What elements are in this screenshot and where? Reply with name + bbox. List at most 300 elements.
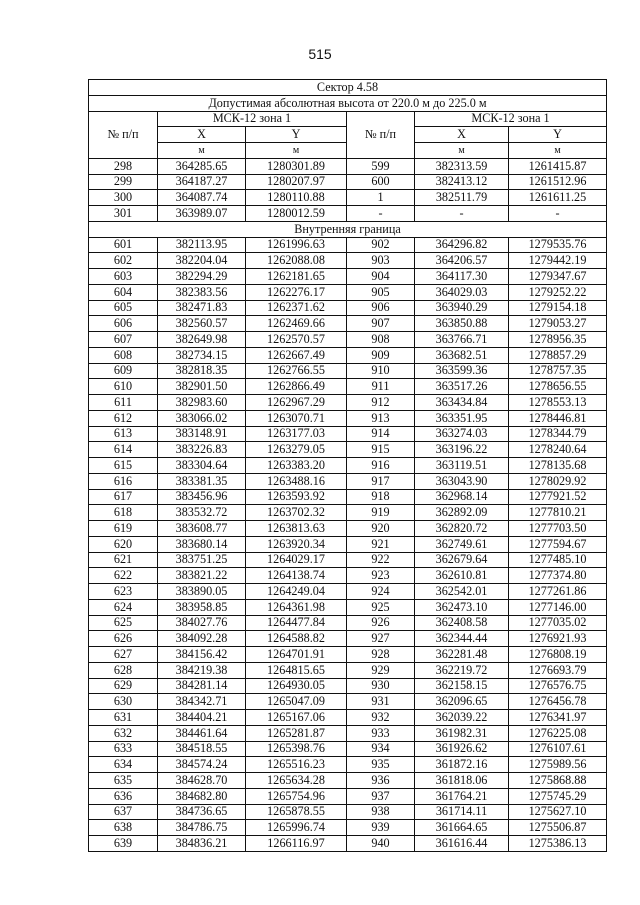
cell-y-right: 1277146.00 xyxy=(509,599,607,615)
cell-y-left: 1264701.91 xyxy=(246,647,347,663)
table-row xyxy=(89,788,607,804)
cell-x-right: 363850.88 xyxy=(415,316,509,332)
cell-x-left: 384736.65 xyxy=(158,804,246,820)
cell-y-left: 1265047.09 xyxy=(246,694,347,710)
cell-y-left: 1262766.55 xyxy=(246,363,347,379)
cell-y-right: 1277035.02 xyxy=(509,615,607,631)
cell-point-number-left: 606 xyxy=(89,316,158,332)
cell-point-number-left: 629 xyxy=(89,678,158,694)
cell-y-left: 1265167.06 xyxy=(246,710,347,726)
cell-x-left: 383381.35 xyxy=(158,473,246,489)
cell-point-number-left: 632 xyxy=(89,725,158,741)
cell-point-number-right: 917 xyxy=(347,473,415,489)
cell-y-left: 1266116.97 xyxy=(246,836,347,852)
cell-y-left: 1263813.63 xyxy=(246,521,347,537)
cell-x-right: 363274.03 xyxy=(415,426,509,442)
cell-point-number-left: 613 xyxy=(89,426,158,442)
table-row xyxy=(89,410,607,426)
cell-x-right: 361764.21 xyxy=(415,788,509,804)
table-row xyxy=(89,269,607,285)
cell-point-number-right: 937 xyxy=(347,788,415,804)
cell-point-number-right: 920 xyxy=(347,521,415,537)
cell-point-number-right: 599 xyxy=(347,158,415,174)
cell-x-left: 382204.04 xyxy=(158,253,246,269)
table-row xyxy=(89,395,607,411)
cell-y-left: 1280301.89 xyxy=(246,158,347,174)
cell-point-number-left: 639 xyxy=(89,836,158,852)
cell-point-number-left: 601 xyxy=(89,237,158,253)
cell-x-left: 384518.55 xyxy=(158,741,246,757)
cell-point-number-right: 909 xyxy=(347,347,415,363)
cell-y-left: 1280110.88 xyxy=(246,190,347,206)
cell-y-right: 1276576.75 xyxy=(509,678,607,694)
cell-x-right: 362968.14 xyxy=(415,489,509,505)
table-row xyxy=(89,710,607,726)
table-row xyxy=(89,584,607,600)
cell-x-right: 363940.29 xyxy=(415,300,509,316)
cell-x-left: 383148.91 xyxy=(158,426,246,442)
table-row xyxy=(89,158,607,174)
cell-x-left: 364187.27 xyxy=(158,174,246,190)
cell-y-left: 1263593.92 xyxy=(246,489,347,505)
cell-y-right: 1278857.29 xyxy=(509,347,607,363)
cell-point-number-left: 618 xyxy=(89,505,158,521)
cell-y-left: 1264249.04 xyxy=(246,584,347,600)
cell-point-number-left: 635 xyxy=(89,773,158,789)
cell-y-left: 1262088.08 xyxy=(246,253,347,269)
table-row xyxy=(89,505,607,521)
coordinates-table xyxy=(88,79,607,852)
cell-point-number-left: 631 xyxy=(89,710,158,726)
cell-y-right: 1277485.10 xyxy=(509,552,607,568)
table-row xyxy=(89,804,607,820)
cell-point-number-right: 927 xyxy=(347,631,415,647)
header-row-zone xyxy=(89,111,607,127)
cell-x-left: 383890.05 xyxy=(158,584,246,600)
cell-point-number-left: 605 xyxy=(89,300,158,316)
zone-header-left: МСК-12 зона 1 xyxy=(158,111,347,127)
cell-x-right: 382313.59 xyxy=(415,158,509,174)
cell-y-left: 1264029.17 xyxy=(246,552,347,568)
cell-x-left: 384342.71 xyxy=(158,694,246,710)
table-row xyxy=(89,316,607,332)
cell-y-left: 1263702.32 xyxy=(246,505,347,521)
cell-point-number-right: 600 xyxy=(347,174,415,190)
table-row xyxy=(89,631,607,647)
cell-x-right: 361872.16 xyxy=(415,757,509,773)
table-row xyxy=(89,458,607,474)
table-row xyxy=(89,725,607,741)
cell-y-left: 1262967.29 xyxy=(246,395,347,411)
cell-y-right: 1279442.19 xyxy=(509,253,607,269)
table-row xyxy=(89,174,607,190)
cell-y-left: 1262570.57 xyxy=(246,332,347,348)
cell-y-right: 1276107.61 xyxy=(509,741,607,757)
cell-point-number-left: 636 xyxy=(89,788,158,804)
cell-point-number-right: 913 xyxy=(347,410,415,426)
column-header-x-left: X xyxy=(158,127,246,143)
cell-y-left: 1264138.74 xyxy=(246,568,347,584)
cell-point-number-left: 627 xyxy=(89,647,158,663)
cell-point-number-right: 910 xyxy=(347,363,415,379)
cell-y-left: 1265754.96 xyxy=(246,788,347,804)
table-row xyxy=(89,662,607,678)
column-header-y-left: Y xyxy=(246,127,347,143)
cell-y-right: 1261512.96 xyxy=(509,174,607,190)
cell-point-number-left: 619 xyxy=(89,521,158,537)
page-number: 515 xyxy=(308,46,332,62)
cell-x-left: 384281.14 xyxy=(158,678,246,694)
cell-x-left: 383226.83 xyxy=(158,442,246,458)
cell-x-right: 363434.84 xyxy=(415,395,509,411)
cell-point-number-left: 622 xyxy=(89,568,158,584)
cell-x-right: 363682.51 xyxy=(415,347,509,363)
cell-point-number-left: 603 xyxy=(89,269,158,285)
cell-x-left: 364087.74 xyxy=(158,190,246,206)
table-row xyxy=(89,773,607,789)
cell-y-right: 1275989.56 xyxy=(509,757,607,773)
cell-x-left: 383821.22 xyxy=(158,568,246,584)
unit-x-right: м xyxy=(415,143,509,159)
cell-x-left: 382560.57 xyxy=(158,316,246,332)
cell-y-right: 1277594.67 xyxy=(509,536,607,552)
cell-y-right: 1276921.93 xyxy=(509,631,607,647)
cell-x-left: 384574.24 xyxy=(158,757,246,773)
cell-y-right: 1278553.13 xyxy=(509,395,607,411)
zone-header-right: МСК-12 зона 1 xyxy=(415,111,607,127)
cell-x-left: 384156.42 xyxy=(158,647,246,663)
cell-x-left: 383066.02 xyxy=(158,410,246,426)
cell-y-right: 1275627.10 xyxy=(509,804,607,820)
cell-y-left: 1264588.82 xyxy=(246,631,347,647)
cell-point-number-right: 914 xyxy=(347,426,415,442)
table-row xyxy=(89,647,607,663)
cell-y-right: 1278240.64 xyxy=(509,442,607,458)
cell-point-number-left: 604 xyxy=(89,284,158,300)
table-row xyxy=(89,300,607,316)
cell-y-left: 1262866.49 xyxy=(246,379,347,395)
cell-x-right: 362610.81 xyxy=(415,568,509,584)
cell-x-right: 382511.79 xyxy=(415,190,509,206)
table-row xyxy=(89,820,607,836)
cell-point-number-right: 931 xyxy=(347,694,415,710)
cell-y-left: 1264930.05 xyxy=(246,678,347,694)
cell-point-number-right: 928 xyxy=(347,647,415,663)
cell-x-right: 362344.44 xyxy=(415,631,509,647)
cell-point-number-right: 902 xyxy=(347,237,415,253)
table-row xyxy=(89,190,607,206)
cell-point-number-left: 624 xyxy=(89,599,158,615)
cell-y-left: 1263279.05 xyxy=(246,442,347,458)
cell-point-number-left: 611 xyxy=(89,395,158,411)
cell-x-right: 362892.09 xyxy=(415,505,509,521)
table-row xyxy=(89,284,607,300)
unit-x-left: м xyxy=(158,143,246,159)
column-header-x-right: X xyxy=(415,127,509,143)
cell-x-left: 383958.85 xyxy=(158,599,246,615)
cell-y-right: 1278757.35 xyxy=(509,363,607,379)
cell-x-left: 382113.95 xyxy=(158,237,246,253)
table-row xyxy=(89,521,607,537)
cell-x-right: 362749.61 xyxy=(415,536,509,552)
cell-x-left: 383304.64 xyxy=(158,458,246,474)
table-row xyxy=(89,836,607,852)
cell-x-right: 362679.64 xyxy=(415,552,509,568)
cell-point-number-right: 908 xyxy=(347,332,415,348)
cell-x-right: 361714.11 xyxy=(415,804,509,820)
cell-x-right: 361664.65 xyxy=(415,820,509,836)
inner-boundary-row xyxy=(89,221,607,237)
table-row xyxy=(89,442,607,458)
cell-x-left: 382734.15 xyxy=(158,347,246,363)
coordinates-table-body xyxy=(89,80,607,852)
cell-x-right: 362820.72 xyxy=(415,521,509,537)
cell-y-right: 1278135.68 xyxy=(509,458,607,474)
table-row xyxy=(89,489,607,505)
cell-y-right: - xyxy=(509,206,607,222)
cell-x-left: 383532.72 xyxy=(158,505,246,521)
cell-y-right: 1279347.67 xyxy=(509,269,607,285)
cell-point-number-left: 637 xyxy=(89,804,158,820)
cell-y-left: 1264361.98 xyxy=(246,599,347,615)
cell-point-number-left: 609 xyxy=(89,363,158,379)
cell-x-left: 384786.75 xyxy=(158,820,246,836)
cell-point-number-left: 617 xyxy=(89,489,158,505)
cell-point-number-right: 925 xyxy=(347,599,415,615)
cell-point-number-right: 939 xyxy=(347,820,415,836)
cell-point-number-right: 911 xyxy=(347,379,415,395)
table-row xyxy=(89,206,607,222)
unit-y-left: м xyxy=(246,143,347,159)
cell-x-left: 383680.14 xyxy=(158,536,246,552)
cell-x-left: 384092.28 xyxy=(158,631,246,647)
cell-x-right: 362542.01 xyxy=(415,584,509,600)
cell-y-left: 1265996.74 xyxy=(246,820,347,836)
table-row xyxy=(89,237,607,253)
cell-y-right: 1276808.19 xyxy=(509,647,607,663)
cell-x-right: 363351.95 xyxy=(415,410,509,426)
table-row xyxy=(89,536,607,552)
cell-x-right: 361926.62 xyxy=(415,741,509,757)
cell-x-left: 363989.07 xyxy=(158,206,246,222)
cell-point-number-left: 626 xyxy=(89,631,158,647)
cell-x-right: 361982.31 xyxy=(415,725,509,741)
cell-y-left: 1265634.28 xyxy=(246,773,347,789)
cell-y-left: 1263383.20 xyxy=(246,458,347,474)
cell-x-left: 383608.77 xyxy=(158,521,246,537)
cell-y-right: 1276341.97 xyxy=(509,710,607,726)
cell-y-left: 1262276.17 xyxy=(246,284,347,300)
cell-y-left: 1263070.71 xyxy=(246,410,347,426)
cell-x-left: 384027.76 xyxy=(158,615,246,631)
cell-y-left: 1264477.84 xyxy=(246,615,347,631)
cell-y-left: 1265878.55 xyxy=(246,804,347,820)
cell-point-number-right: 940 xyxy=(347,836,415,852)
cell-y-left: 1265516.23 xyxy=(246,757,347,773)
unit-y-right: м xyxy=(509,143,607,159)
cell-point-number-left: 638 xyxy=(89,820,158,836)
cell-x-right: - xyxy=(415,206,509,222)
cell-y-right: 1276456.78 xyxy=(509,694,607,710)
cell-point-number-right: 933 xyxy=(347,725,415,741)
cell-x-left: 384404.21 xyxy=(158,710,246,726)
cell-point-number-left: 300 xyxy=(89,190,158,206)
cell-y-right: 1261415.87 xyxy=(509,158,607,174)
cell-y-right: 1277810.21 xyxy=(509,505,607,521)
cell-y-right: 1279053.27 xyxy=(509,316,607,332)
table-row xyxy=(89,599,607,615)
column-header-number-left: № п/п xyxy=(89,111,158,158)
sector-title: Сектор 4.58 xyxy=(89,80,607,96)
cell-x-left: 382983.60 xyxy=(158,395,246,411)
cell-point-number-right: 916 xyxy=(347,458,415,474)
cell-y-right: 1278956.35 xyxy=(509,332,607,348)
cell-x-right: 363766.71 xyxy=(415,332,509,348)
cell-x-left: 384628.70 xyxy=(158,773,246,789)
cell-y-right: 1278029.92 xyxy=(509,473,607,489)
cell-x-left: 382818.35 xyxy=(158,363,246,379)
cell-x-left: 383751.25 xyxy=(158,552,246,568)
cell-y-right: 1278446.81 xyxy=(509,410,607,426)
cell-y-left: 1263177.03 xyxy=(246,426,347,442)
cell-x-left: 382294.29 xyxy=(158,269,246,285)
cell-y-right: 1261611.25 xyxy=(509,190,607,206)
height-range: Допустимая абсолютная высота от 220.0 м до 225.0 м xyxy=(89,95,607,111)
cell-x-left: 384461.64 xyxy=(158,725,246,741)
cell-y-left: 1280012.59 xyxy=(246,206,347,222)
cell-x-right: 363043.90 xyxy=(415,473,509,489)
cell-y-left: 1263488.16 xyxy=(246,473,347,489)
cell-x-right: 364029.03 xyxy=(415,284,509,300)
cell-point-number-right: 934 xyxy=(347,741,415,757)
cell-point-number-left: 298 xyxy=(89,158,158,174)
inner-boundary-heading: Внутренняя граница xyxy=(89,221,607,237)
cell-point-number-left: 610 xyxy=(89,379,158,395)
cell-point-number-right: 912 xyxy=(347,395,415,411)
cell-point-number-right: - xyxy=(347,206,415,222)
table-row xyxy=(89,253,607,269)
cell-point-number-right: 922 xyxy=(347,552,415,568)
cell-x-right: 363517.26 xyxy=(415,379,509,395)
cell-y-right: 1278344.79 xyxy=(509,426,607,442)
height-range-row xyxy=(89,95,607,111)
cell-x-right: 364206.57 xyxy=(415,253,509,269)
cell-x-right: 362096.65 xyxy=(415,694,509,710)
cell-point-number-left: 634 xyxy=(89,757,158,773)
table-row xyxy=(89,426,607,442)
cell-x-right: 382413.12 xyxy=(415,174,509,190)
cell-x-left: 384836.21 xyxy=(158,836,246,852)
cell-y-right: 1279252.22 xyxy=(509,284,607,300)
cell-point-number-right: 906 xyxy=(347,300,415,316)
cell-y-left: 1265398.76 xyxy=(246,741,347,757)
cell-y-left: 1264815.65 xyxy=(246,662,347,678)
cell-x-left: 382383.56 xyxy=(158,284,246,300)
table-row xyxy=(89,552,607,568)
cell-x-right: 363119.51 xyxy=(415,458,509,474)
cell-y-left: 1261996.63 xyxy=(246,237,347,253)
table-row xyxy=(89,615,607,631)
cell-point-number-right: 915 xyxy=(347,442,415,458)
table-row xyxy=(89,332,607,348)
cell-y-right: 1277703.50 xyxy=(509,521,607,537)
cell-point-number-left: 301 xyxy=(89,206,158,222)
cell-point-number-left: 628 xyxy=(89,662,158,678)
cell-y-left: 1262667.49 xyxy=(246,347,347,363)
cell-y-left: 1280207.97 xyxy=(246,174,347,190)
cell-point-number-right: 929 xyxy=(347,662,415,678)
cell-point-number-right: 905 xyxy=(347,284,415,300)
cell-point-number-left: 602 xyxy=(89,253,158,269)
cell-point-number-right: 924 xyxy=(347,584,415,600)
cell-point-number-right: 932 xyxy=(347,710,415,726)
cell-x-left: 382649.98 xyxy=(158,332,246,348)
cell-point-number-left: 620 xyxy=(89,536,158,552)
cell-point-number-right: 904 xyxy=(347,269,415,285)
cell-x-left: 384682.80 xyxy=(158,788,246,804)
cell-y-right: 1279535.76 xyxy=(509,237,607,253)
cell-x-left: 364285.65 xyxy=(158,158,246,174)
cell-x-right: 364296.82 xyxy=(415,237,509,253)
cell-x-left: 382471.83 xyxy=(158,300,246,316)
cell-point-number-right: 903 xyxy=(347,253,415,269)
cell-y-right: 1277261.86 xyxy=(509,584,607,600)
cell-point-number-left: 621 xyxy=(89,552,158,568)
cell-point-number-left: 630 xyxy=(89,694,158,710)
table-row xyxy=(89,379,607,395)
cell-y-left: 1262181.65 xyxy=(246,269,347,285)
cell-x-right: 362158.15 xyxy=(415,678,509,694)
table-row xyxy=(89,347,607,363)
cell-point-number-left: 623 xyxy=(89,584,158,600)
cell-x-right: 364117.30 xyxy=(415,269,509,285)
cell-y-left: 1262371.62 xyxy=(246,300,347,316)
cell-y-right: 1275386.13 xyxy=(509,836,607,852)
cell-y-right: 1276225.08 xyxy=(509,725,607,741)
cell-x-left: 382901.50 xyxy=(158,379,246,395)
table-row xyxy=(89,568,607,584)
cell-point-number-right: 926 xyxy=(347,615,415,631)
cell-point-number-right: 918 xyxy=(347,489,415,505)
cell-y-right: 1277374.80 xyxy=(509,568,607,584)
cell-point-number-left: 633 xyxy=(89,741,158,757)
cell-point-number-right: 907 xyxy=(347,316,415,332)
cell-point-number-left: 614 xyxy=(89,442,158,458)
cell-x-right: 362473.10 xyxy=(415,599,509,615)
cell-y-right: 1276693.79 xyxy=(509,662,607,678)
table-row xyxy=(89,363,607,379)
cell-x-left: 384219.38 xyxy=(158,662,246,678)
cell-y-right: 1275745.29 xyxy=(509,788,607,804)
table-row xyxy=(89,678,607,694)
column-header-number-right: № п/п xyxy=(347,111,415,158)
cell-point-number-right: 1 xyxy=(347,190,415,206)
cell-x-right: 361616.44 xyxy=(415,836,509,852)
cell-x-right: 361818.06 xyxy=(415,773,509,789)
cell-point-number-left: 612 xyxy=(89,410,158,426)
table-row xyxy=(89,473,607,489)
table-row xyxy=(89,741,607,757)
cell-point-number-right: 930 xyxy=(347,678,415,694)
cell-point-number-right: 936 xyxy=(347,773,415,789)
cell-point-number-right: 935 xyxy=(347,757,415,773)
cell-y-right: 1275506.87 xyxy=(509,820,607,836)
table-row xyxy=(89,694,607,710)
cell-point-number-left: 616 xyxy=(89,473,158,489)
cell-x-right: 362281.48 xyxy=(415,647,509,663)
cell-point-number-right: 938 xyxy=(347,804,415,820)
cell-x-right: 362408.58 xyxy=(415,615,509,631)
